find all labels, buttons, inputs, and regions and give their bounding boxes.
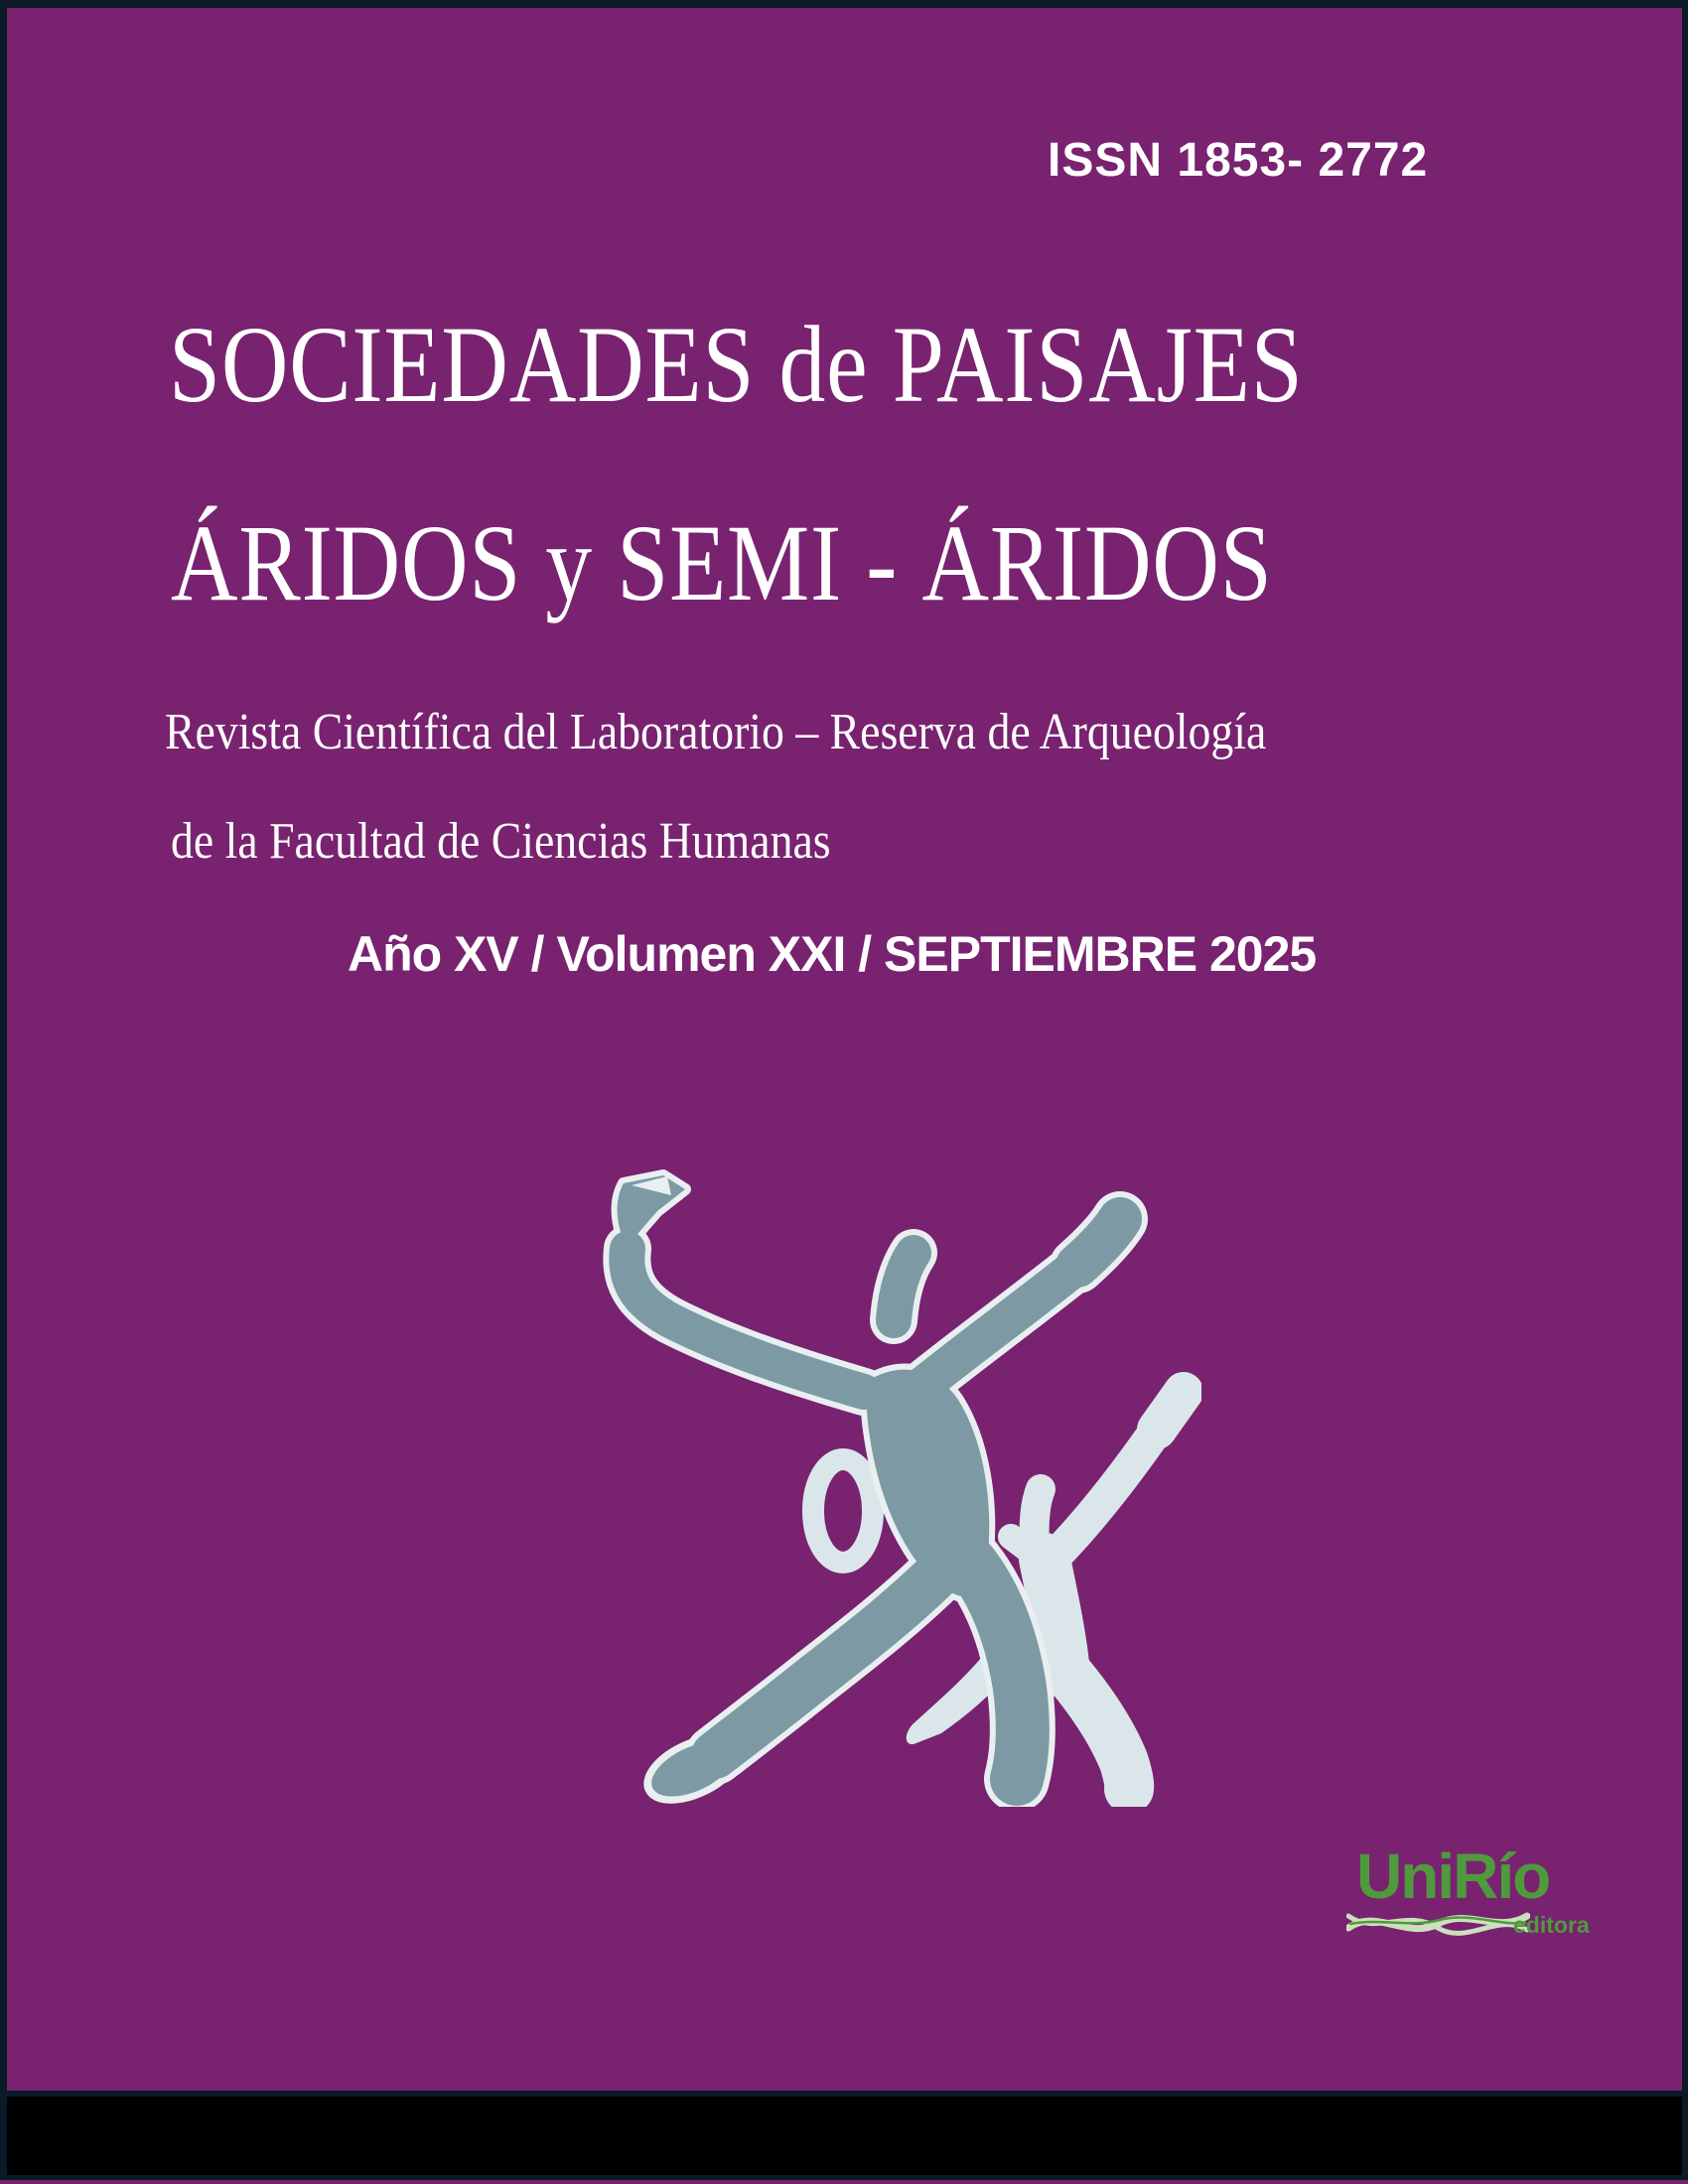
subtitle-line2: de la Facultad de Ciencias Humanas: [171, 813, 831, 870]
journal-title-line1: SOCIEDADES de PAISAJES: [169, 304, 1304, 425]
issn-text: ISSN 1853- 2772: [1048, 134, 1429, 187]
journal-title-line2: ÁRIDOS y SEMI - ÁRIDOS: [171, 502, 1273, 623]
rock-art-figures-illustration: [576, 1132, 1201, 1807]
subtitle-line1: Revista Científica del Laboratorio – Reserva de Arqueología: [165, 704, 1267, 760]
bottom-purple-strip: [0, 2180, 1688, 2184]
unirio-logo-text: UniRío: [1356, 1841, 1550, 1912]
unirio-logo: [1346, 1839, 1595, 1958]
editora-label: editora: [1513, 1912, 1590, 1938]
edition-line: Año XV / Volumen XXI / SEPTIEMBRE 2025: [348, 926, 1317, 982]
bottom-black-band: [7, 2097, 1682, 2175]
